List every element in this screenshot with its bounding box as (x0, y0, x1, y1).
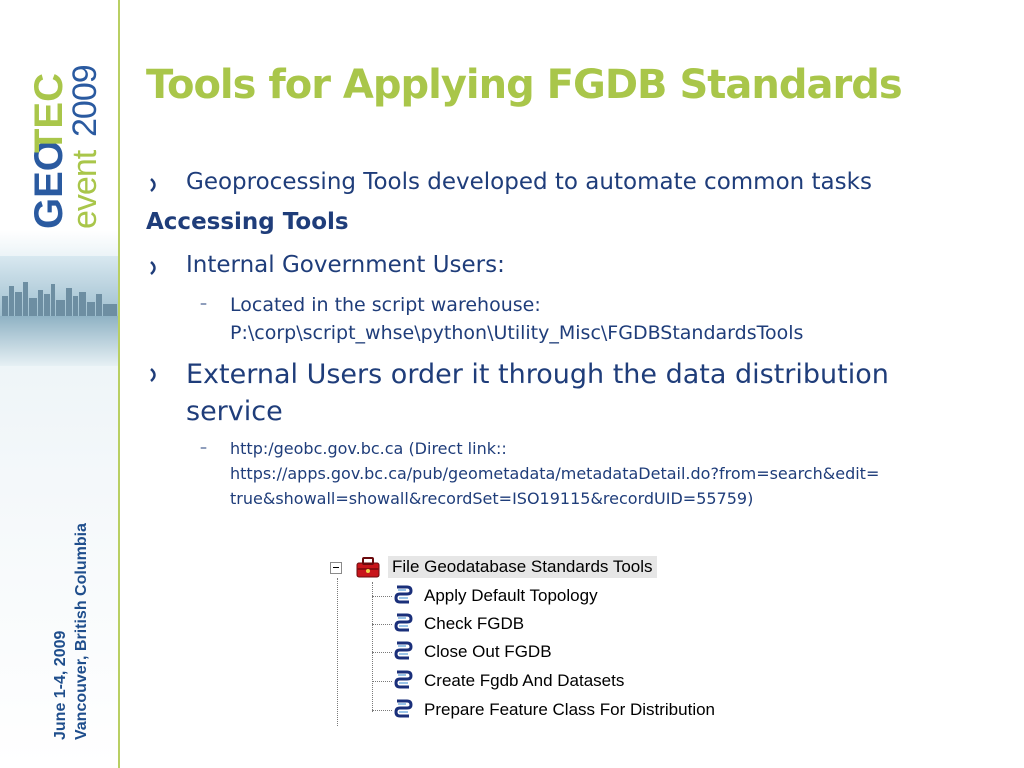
svg-text:TEC: TEC (27, 73, 71, 153)
script-tool-icon (392, 584, 414, 608)
svg-text:2009: 2009 (66, 65, 104, 137)
tool-label: Apply Default Topology (424, 586, 598, 605)
sidebar (0, 0, 118, 768)
tree-guide-line (372, 582, 373, 712)
script-tool-icon (392, 640, 414, 664)
tool-label: Create Fgdb And Datasets (424, 671, 625, 690)
bullet-marker-icon (149, 261, 159, 275)
sidebar-divider (118, 0, 120, 768)
sub-bullet-dash-icon: – (200, 440, 207, 456)
tool-label: Close Out FGDB (424, 642, 552, 661)
bullet-internal-users: Internal Government Users: (186, 252, 505, 278)
event-location: Vancouver, British Columbia (73, 523, 90, 740)
script-tool-icon (392, 669, 414, 693)
bullet-marker-icon (149, 178, 159, 192)
collapse-toggle-icon[interactable] (330, 562, 342, 574)
tool-label: Prepare Feature Class For Distribution (424, 700, 716, 719)
toolbox-tree (326, 552, 746, 730)
logo-event-text: event (66, 150, 104, 229)
geotec-logo (18, 24, 104, 234)
script-path: P:\corp\script_whse\python\Utility_Misc\FGDBStandardsTools (230, 322, 804, 344)
direct-link-line1[interactable]: https://apps.gov.bc.ca/pub/geometadata/metadataDetail.do?from=search&edit= (230, 464, 880, 483)
sub-bullet-dash-icon: – (200, 296, 207, 312)
event-date-line1: June 1-4, 2009 (52, 630, 69, 740)
direct-link-line2[interactable]: true&showall=showall&recordSet=ISO19115&recordUID=55759) (230, 489, 754, 508)
bullet-external-users: External Users order it through the data distribution service (186, 359, 889, 427)
tool-label: Check FGDB (424, 614, 525, 633)
script-tool-icon (392, 698, 414, 722)
toolbox-icon (354, 554, 382, 580)
toolbox-root-label: File Geodatabase Standards Tools (388, 556, 657, 578)
section-heading: Accessing Tools (146, 209, 349, 235)
script-tool-icon (392, 612, 414, 636)
sub-bullet-links (230, 436, 1000, 511)
event-date (50, 523, 92, 740)
script-location-text: Located in the script warehouse: (230, 294, 541, 316)
bullet-marker-icon (149, 368, 159, 382)
geobc-link[interactable]: http:/geobc.gov.bc.ca (Direct link:: (230, 439, 507, 458)
bullet-geoprocessing: Geoprocessing Tools developed to automate common tasks (186, 169, 872, 195)
sub-bullet-script-location (230, 291, 803, 347)
slide-title: Tools for Applying FGDB Standards (146, 62, 902, 108)
tree-guide-line (337, 578, 338, 726)
city-skyline-image (0, 256, 118, 366)
logo-geotec-text: GEO (27, 140, 71, 229)
